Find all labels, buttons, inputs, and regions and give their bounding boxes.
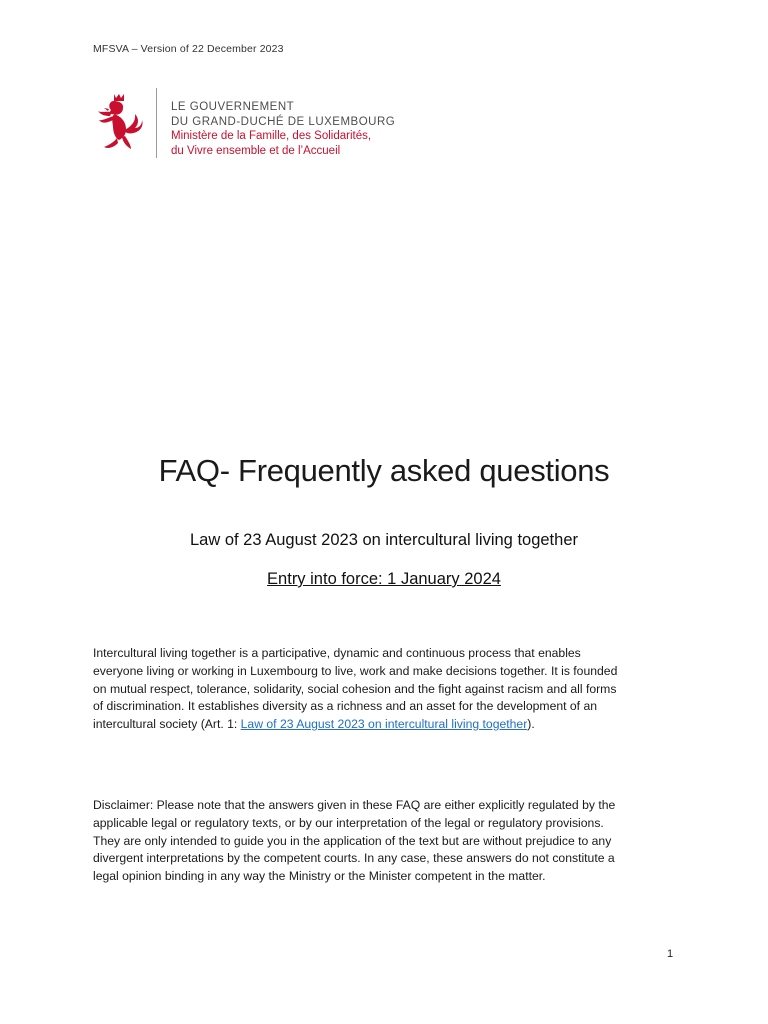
disclaimer-line: legal opinion binding in any way the Ministry or the Minister competent in the matter. xyxy=(93,869,546,884)
government-line-1: LE GOUVERNEMENT xyxy=(171,101,295,113)
red-lion-icon xyxy=(95,92,145,154)
intro-last-line-prefix: intercultural society (Art. 1: xyxy=(93,717,241,732)
page-number: 1 xyxy=(667,948,674,960)
government-line-2: DU GRAND-DUCHÉ DE LUXEMBOURG xyxy=(171,115,396,128)
disclaimer-paragraph xyxy=(93,797,683,886)
law-subtitle: Law of 23 August 2023 on intercultural living together xyxy=(189,531,578,549)
document-version-header: MFSVA – Version of 22 December 2023 xyxy=(93,43,284,55)
intro-line: Intercultural living together is a participative, dynamic and continuous process that enables xyxy=(93,646,581,660)
entry-into-force-text: Entry into force: 1 January 2024 xyxy=(267,570,501,588)
page-title: FAQ- Frequently asked questions xyxy=(158,453,610,488)
logo-divider xyxy=(156,88,157,158)
government-logo xyxy=(95,88,395,163)
law-link[interactable]: Law of 23 August 2023 on intercultural living together xyxy=(240,717,528,732)
disclaimer-line: applicable legal or regulatory texts, or by our interpretation of the legal or regulatory provisions. xyxy=(93,815,604,830)
government-name xyxy=(171,100,395,129)
intro-last-line xyxy=(93,716,683,734)
entry-into-force xyxy=(0,570,768,589)
intro-last-line-suffix: ). xyxy=(527,717,535,732)
disclaimer-line: divergent interpretations by the competent courts. In any case, these answers do not constitute a xyxy=(93,851,615,866)
ministry-name xyxy=(171,129,371,159)
intro-paragraph xyxy=(93,645,683,734)
intro-line: of discrimination. It establishes diversity as a richness and an asset for the development of an xyxy=(93,699,598,714)
ministry-line-1: Ministère de la Famille, des Solidarités, xyxy=(171,130,372,142)
intro-line: on mutual respect, tolerance, solidarity, social cohesion and the fight against racism and all forms xyxy=(93,681,617,696)
ministry-line-2: du Vivre ensemble et de l’Accueil xyxy=(171,145,341,157)
intro-line: everyone living or working in Luxembourg to live, work and make decisions together. It is founded xyxy=(93,663,618,678)
disclaimer-line: Disclaimer: Please note that the answers given in these FAQ are either explicitly regulated by the xyxy=(93,798,616,812)
disclaimer-line: They are only intended to guide you in the application of the text but are without prejudice to any xyxy=(93,833,612,848)
